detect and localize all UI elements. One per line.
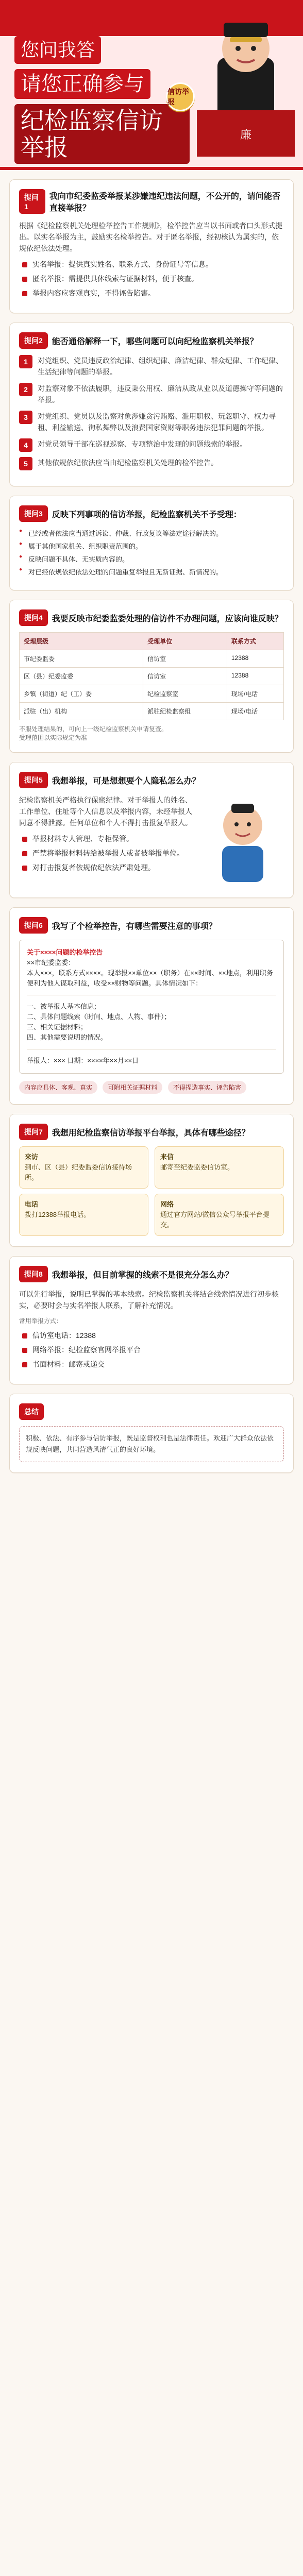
qa-5-answer-col <box>19 794 195 887</box>
qa-3 <box>9 496 294 590</box>
qa-3-tag: 提问3 <box>19 505 48 522</box>
qa-8-item-3: 书面材料：邮寄或递交 <box>19 1359 284 1369</box>
qa-1-question: 我向市纪委监委举报某涉嫌违纪违法问题，不公开的，请问能否直接举报？ <box>49 192 280 213</box>
table-note: 不服处理结果的，可向上一级纪检监察机关申请复查。 <box>19 725 168 733</box>
channel-visit <box>19 1146 148 1189</box>
qa-3-item-2: ● 属于其他国家机关、组织职责范围的。 <box>19 541 284 551</box>
table-cell: 现场/电话 <box>227 685 283 703</box>
qa-5-tag: 提问5 <box>19 772 48 788</box>
qa-8-question: 我想举报，但目前掌握的线索不是很充分怎么办？ <box>52 1270 233 1280</box>
hero-top-line: 您问我答 <box>14 36 101 64</box>
qa-5-row <box>19 794 284 887</box>
hero-banner <box>0 0 303 170</box>
hero-line-2: 纪检监察信访举报 <box>14 104 190 164</box>
svg-text:廉: 廉 <box>240 129 252 142</box>
qa-7-header <box>19 1124 284 1140</box>
qa-1-point-1: 实名举报：提供真实姓名、联系方式、身份证号等信息。 <box>19 259 284 269</box>
table-header-unit: 受理单位 <box>143 633 227 650</box>
table-cell: 乡镇（街道）纪（工）委 <box>20 685 143 703</box>
qa-2-text-5: 其他依规依纪依法应当由纪检监察机关处理的检举控告。 <box>38 459 218 467</box>
qa-8-item-1: 信访室电话：12388 <box>19 1330 284 1341</box>
qa-3-item-1: ● 已经或者依法应当通过诉讼、仲裁、行政复议等法定途径解决的。 <box>19 528 284 538</box>
tip-1: 内容应具体、客观、真实 <box>19 1081 97 1094</box>
tip-3: 不得捏造事实、诬告陷害 <box>168 1081 246 1094</box>
qa-3-item-4: ● 对已经依规依纪依法处理的问题重复举报且无新证据、新情况的。 <box>19 567 284 577</box>
qa-1-answer: 根据《纪检监察机关处理检举控告工作规则》，检举控告应当以书面或者口头形式提出。以实名举报为主，鼓励实名检举控告。对于匿名举报，经初核认为属实的，依规依纪依法处理。 <box>19 222 282 252</box>
channel-phone-desc: 拨打12388举报电话。 <box>25 1211 91 1218</box>
qa-4-header <box>19 609 284 626</box>
summary-section <box>9 1394 294 1473</box>
hero-line-1: 请您正确参与 <box>14 69 150 99</box>
qa-5-point-3: 对打击报复者依规依纪依法严肃处理。 <box>19 862 195 873</box>
table-row <box>20 685 284 703</box>
qa-3-item-3: ● 反映问题不具体、无实质内容的。 <box>19 554 284 564</box>
channel-online <box>155 1194 284 1236</box>
table-cell: 市纪委监委 <box>20 650 143 668</box>
letter-sign: 举报人：××× 日期：××××年××月××日 <box>27 1057 139 1064</box>
summary-header <box>19 1403 284 1420</box>
qa-3-list <box>19 528 284 577</box>
channel-phone-label: 电话 <box>25 1200 39 1208</box>
qa-1-tag: 提问1 <box>19 189 45 214</box>
qa-5-answer: 纪检监察机关严格执行保密纪律。对于举报人的姓名、工作单位、住址等个人信息以及举报内容，未经举报人同意不得泄露。任何单位和个人不得打击报复举报人。 <box>19 796 192 827</box>
hero-badge: 信访举报 <box>166 82 195 111</box>
qa-8-list-title: 常用举报方式： <box>19 1317 63 1325</box>
table-row <box>20 668 284 685</box>
channel-online-label: 网络 <box>160 1200 174 1208</box>
qa-6-question: 我写了个检举控告，有哪些需要注意的事项？ <box>52 922 217 931</box>
tips-wrap <box>19 1079 284 1094</box>
qa-6-header <box>19 917 284 934</box>
qa-3-header <box>19 505 284 522</box>
qa-1-point-3: 举报内容应客观真实，不得诬告陷害。 <box>19 288 284 298</box>
qa-1 <box>9 179 294 313</box>
channel-letter-desc: 邮寄至纪委监委信访室。 <box>160 1163 234 1171</box>
table-row <box>20 650 284 668</box>
qa-2-header <box>19 332 284 349</box>
judge-illustration <box>197 12 295 162</box>
qa-5-header <box>19 772 284 788</box>
channel-letter <box>155 1146 284 1189</box>
table-row <box>20 703 284 720</box>
letter-item-3: 三、相关证据材料； <box>27 1023 88 1031</box>
table-footnote: 受理范围以实际规定为准 <box>19 734 88 741</box>
channel-visit-label: 来访 <box>25 1153 39 1161</box>
qa-7-tag: 提问7 <box>19 1124 48 1140</box>
sample-letter <box>19 940 284 1074</box>
table-cell: 区（县）纪委监委 <box>20 668 143 685</box>
table-cell: 12388 <box>227 650 283 668</box>
summary-tag: 总结 <box>19 1403 44 1420</box>
qa-1-header <box>19 189 284 214</box>
qa-7-question: 我想用纪检监察信访举报平台举报，具体有哪些途径？ <box>52 1128 250 1138</box>
qa-2-num-5: 5 <box>19 457 32 470</box>
letter-item-4: 四、其他需要说明的情况。 <box>27 1033 108 1041</box>
qa-2-num-1: 1 <box>19 355 32 368</box>
qa-2-item-3 <box>19 411 284 433</box>
letter-to: ××市纪委监委： <box>27 959 75 967</box>
qa-3-question: 反映下列事项的信访举报，纪检监察机关不予受理： <box>52 510 242 519</box>
qa-2-item-1 <box>19 355 284 378</box>
table-cell: 纪检监察室 <box>143 685 227 703</box>
channel-phone <box>19 1194 148 1236</box>
qa-2-item-2 <box>19 383 284 405</box>
qa-2-text-2: 对监察对象不依法履职，违反秉公用权、廉洁从政从业以及道德操守等问题的举报。 <box>38 384 283 404</box>
channel-row-1 <box>19 1146 284 1189</box>
qa-2-text-3: 对党组织、党员以及监察对象涉嫌贪污贿赂、滥用职权、玩忽职守、权力寻租、利益输送、徇私舞弊以及浪费国家资财等职务违法犯罪问题的举报。 <box>38 412 276 432</box>
letter-item-2: 二、具体问题线索（时间、地点、人物、事件）； <box>27 1013 171 1021</box>
qa-2-list <box>19 355 284 470</box>
qa-8-header <box>19 1266 284 1282</box>
qa-8 <box>9 1256 294 1384</box>
qa-4 <box>9 600 294 753</box>
tip-2: 可附相关证据材料 <box>103 1081 162 1094</box>
qa-2-text-4: 对党员领导干部在巡视巡察、专项整治中发现的问题线索的举报。 <box>38 440 247 448</box>
qa-8-tag: 提问8 <box>19 1266 48 1282</box>
qa-2-item-4 <box>19 438 284 452</box>
hero-title-wrap <box>14 36 190 164</box>
table-cell: 现场/电话 <box>227 703 283 720</box>
channel-online-desc: 通过官方网站/微信公众号举报平台提交。 <box>160 1211 270 1229</box>
qa-2-num-3: 3 <box>19 411 32 424</box>
qa-2-item-5 <box>19 457 284 470</box>
qa-5-question: 我想举报，可是想想要个人隐私怎么办？ <box>52 776 200 786</box>
qa-5-points <box>19 834 195 873</box>
qa-1-points <box>19 259 284 298</box>
qa-2-num-4: 4 <box>19 438 32 452</box>
qa-2-num-2: 2 <box>19 383 32 396</box>
qa-6 <box>9 907 294 1105</box>
qa-2-question: 能否通俗解释一下，哪些问题可以向纪检监察机关举报？ <box>52 337 258 346</box>
qa-4-tag: 提问4 <box>19 609 48 626</box>
qa-5-point-1: 举报材料专人管理、专柜保管。 <box>19 834 195 844</box>
qa-8-item-2: 网络举报：纪检监察官网举报平台 <box>19 1345 284 1355</box>
qa-1-point-2: 匿名举报：需提供具体线索与证据材料，便于核查。 <box>19 274 284 284</box>
qa-2-text-1: 对党组织、党员违反政治纪律、组织纪律、廉洁纪律、群众纪律、工作纪律、生活纪律等问题的举报。 <box>38 357 283 376</box>
table-header-level: 受理层级 <box>20 633 143 650</box>
table-cell: 12388 <box>227 668 283 685</box>
qa-2-tag: 提问2 <box>19 332 48 349</box>
qa-8-list <box>19 1330 284 1369</box>
letter-body: 本人×××，联系方式××××。现举报××单位××（职务）在××时间、××地点，利用职务便利为他人谋取利益，收受××财物等问题。具体情况如下： <box>27 969 273 987</box>
person-illustration <box>201 794 284 887</box>
qa-4-question: 我要反映市纪委监委处理的信访件不办理问题，应该向谁反映？ <box>52 614 283 623</box>
letter-title: 关于××××问题的检举控告 <box>27 948 103 956</box>
table-cell: 派驻（出）机构 <box>20 703 143 720</box>
table-cell: 派驻纪检监察组 <box>143 703 227 720</box>
letter-item-1: 一、被举报人基本信息； <box>27 1003 101 1010</box>
qa-5 <box>9 762 294 898</box>
receiving-units-table <box>19 632 284 720</box>
channel-row-2 <box>19 1194 284 1236</box>
qa-2 <box>9 323 294 486</box>
table-header-contact: 联系方式 <box>227 633 283 650</box>
table-cell: 信访室 <box>143 668 227 685</box>
channel-visit-desc: 到市、区（县）纪委监委信访接待场所。 <box>25 1163 132 1181</box>
channel-letter-label: 来信 <box>160 1153 174 1161</box>
summary-text: 积极、依法、有序参与信访举报，既是监督权利也是法律责任。欢迎广大群众依法依规反映问题，共同营造风清气正的良好环境。 <box>19 1426 284 1462</box>
qa-8-answer: 可以先行举报，说明已掌握的基本线索。纪检监察机关将结合线索情况进行初步核实，必要时会与实名举报人联系，了解补充情况。 <box>19 1290 279 1310</box>
table-cell: 信访室 <box>143 650 227 668</box>
qa-5-point-2: 严禁将举报材料转给被举报人或者被举报单位。 <box>19 848 195 858</box>
qa-7 <box>9 1114 294 1247</box>
qa-6-tag: 提问6 <box>19 917 48 934</box>
